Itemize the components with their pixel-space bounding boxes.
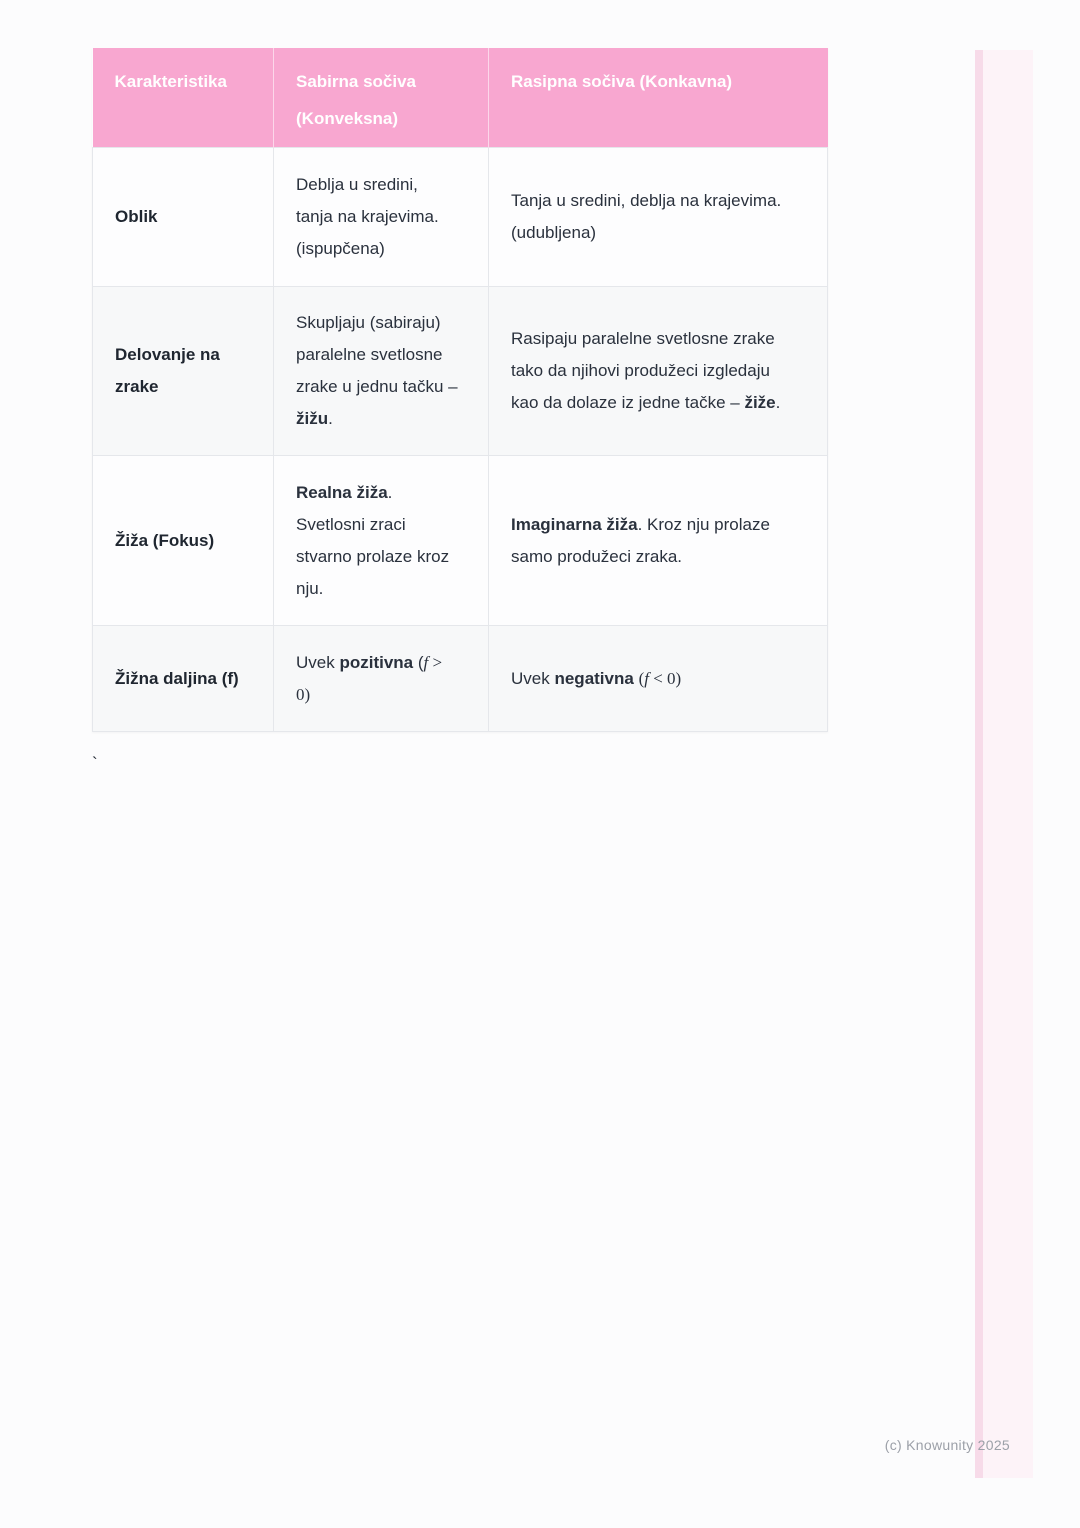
text-segment: . <box>775 393 781 412</box>
text-segment: pozitivna <box>339 652 414 672</box>
row-label: Žiža (Fokus) <box>93 456 274 626</box>
stray-backtick-text: ` <box>92 754 98 773</box>
table-row-delovanje <box>93 287 828 456</box>
text-segment: Rasipaju paralelne svetlosne zrake tako da njihovi produžeci izgledaju kao da dolaze iz jedne tačke – <box>511 329 775 412</box>
cell-rasipna <box>489 287 828 456</box>
table-body <box>93 148 828 732</box>
text-segment: ( <box>638 668 645 688</box>
text-segment: Realna žiža <box>296 482 388 502</box>
row-label: Delovanje na zrake <box>93 287 274 456</box>
lens-comparison-table <box>92 48 828 732</box>
text-segment: . Svetlosni zraci stvarno prolaze kroz nju. <box>296 482 450 598</box>
text-segment: žiže <box>744 393 776 412</box>
text-segment: f <box>644 668 649 688</box>
cell-sabirna <box>274 148 489 287</box>
header-cell-karakteristika: Karakteristika <box>93 48 274 148</box>
table-header <box>93 48 828 148</box>
cell-rasipna <box>489 148 828 287</box>
text-segment: Uvek <box>296 652 340 672</box>
header-row <box>93 48 828 148</box>
text-segment: < 0) <box>648 668 682 688</box>
text-segment: žižu <box>296 409 329 428</box>
cell-sabirna <box>274 456 489 626</box>
cell-sabirna <box>274 626 489 732</box>
cell-sabirna <box>274 287 489 456</box>
text-segment: Imaginarna žiža <box>511 514 638 534</box>
row-label: Oblik <box>93 148 274 287</box>
text-segment: Skupljaju (sabiraju) paralelne svetlosne zrake u jednu tačku – <box>296 313 458 396</box>
lens-comparison-table-container <box>92 48 827 732</box>
cell-rasipna <box>489 626 828 732</box>
right-accent-stripe <box>975 50 1033 1478</box>
table-row-oblik <box>93 148 828 287</box>
text-segment: negativna <box>554 668 634 688</box>
header-cell-rasipna: Rasipna sočiva (Konkavna) <box>489 48 828 148</box>
text-segment: Tanja u sredini, deblja na krajevima. (udubljena) <box>511 191 782 242</box>
header-cell-sabirna: Sabirna sočiva (Konveksna) <box>274 48 489 148</box>
cell-rasipna <box>489 456 828 626</box>
row-label: Žižna daljina (f) <box>93 626 274 732</box>
table-row-ziza <box>93 456 828 626</box>
text-segment: f <box>423 652 429 672</box>
text-segment: . Kroz nju prolaze samo produžeci zraka. <box>511 514 770 566</box>
table-row-zizna-daljina <box>93 626 828 732</box>
text-segment: . <box>328 409 333 428</box>
copyright-text: (c) Knowunity 2025 <box>884 1437 1010 1453</box>
text-segment: Uvek <box>511 668 555 688</box>
text-segment: ( <box>413 652 424 672</box>
text-segment: > 0) <box>296 652 443 704</box>
text-segment: Deblja u sredini, tanja na krajevima. (ispupčena) <box>296 175 439 258</box>
